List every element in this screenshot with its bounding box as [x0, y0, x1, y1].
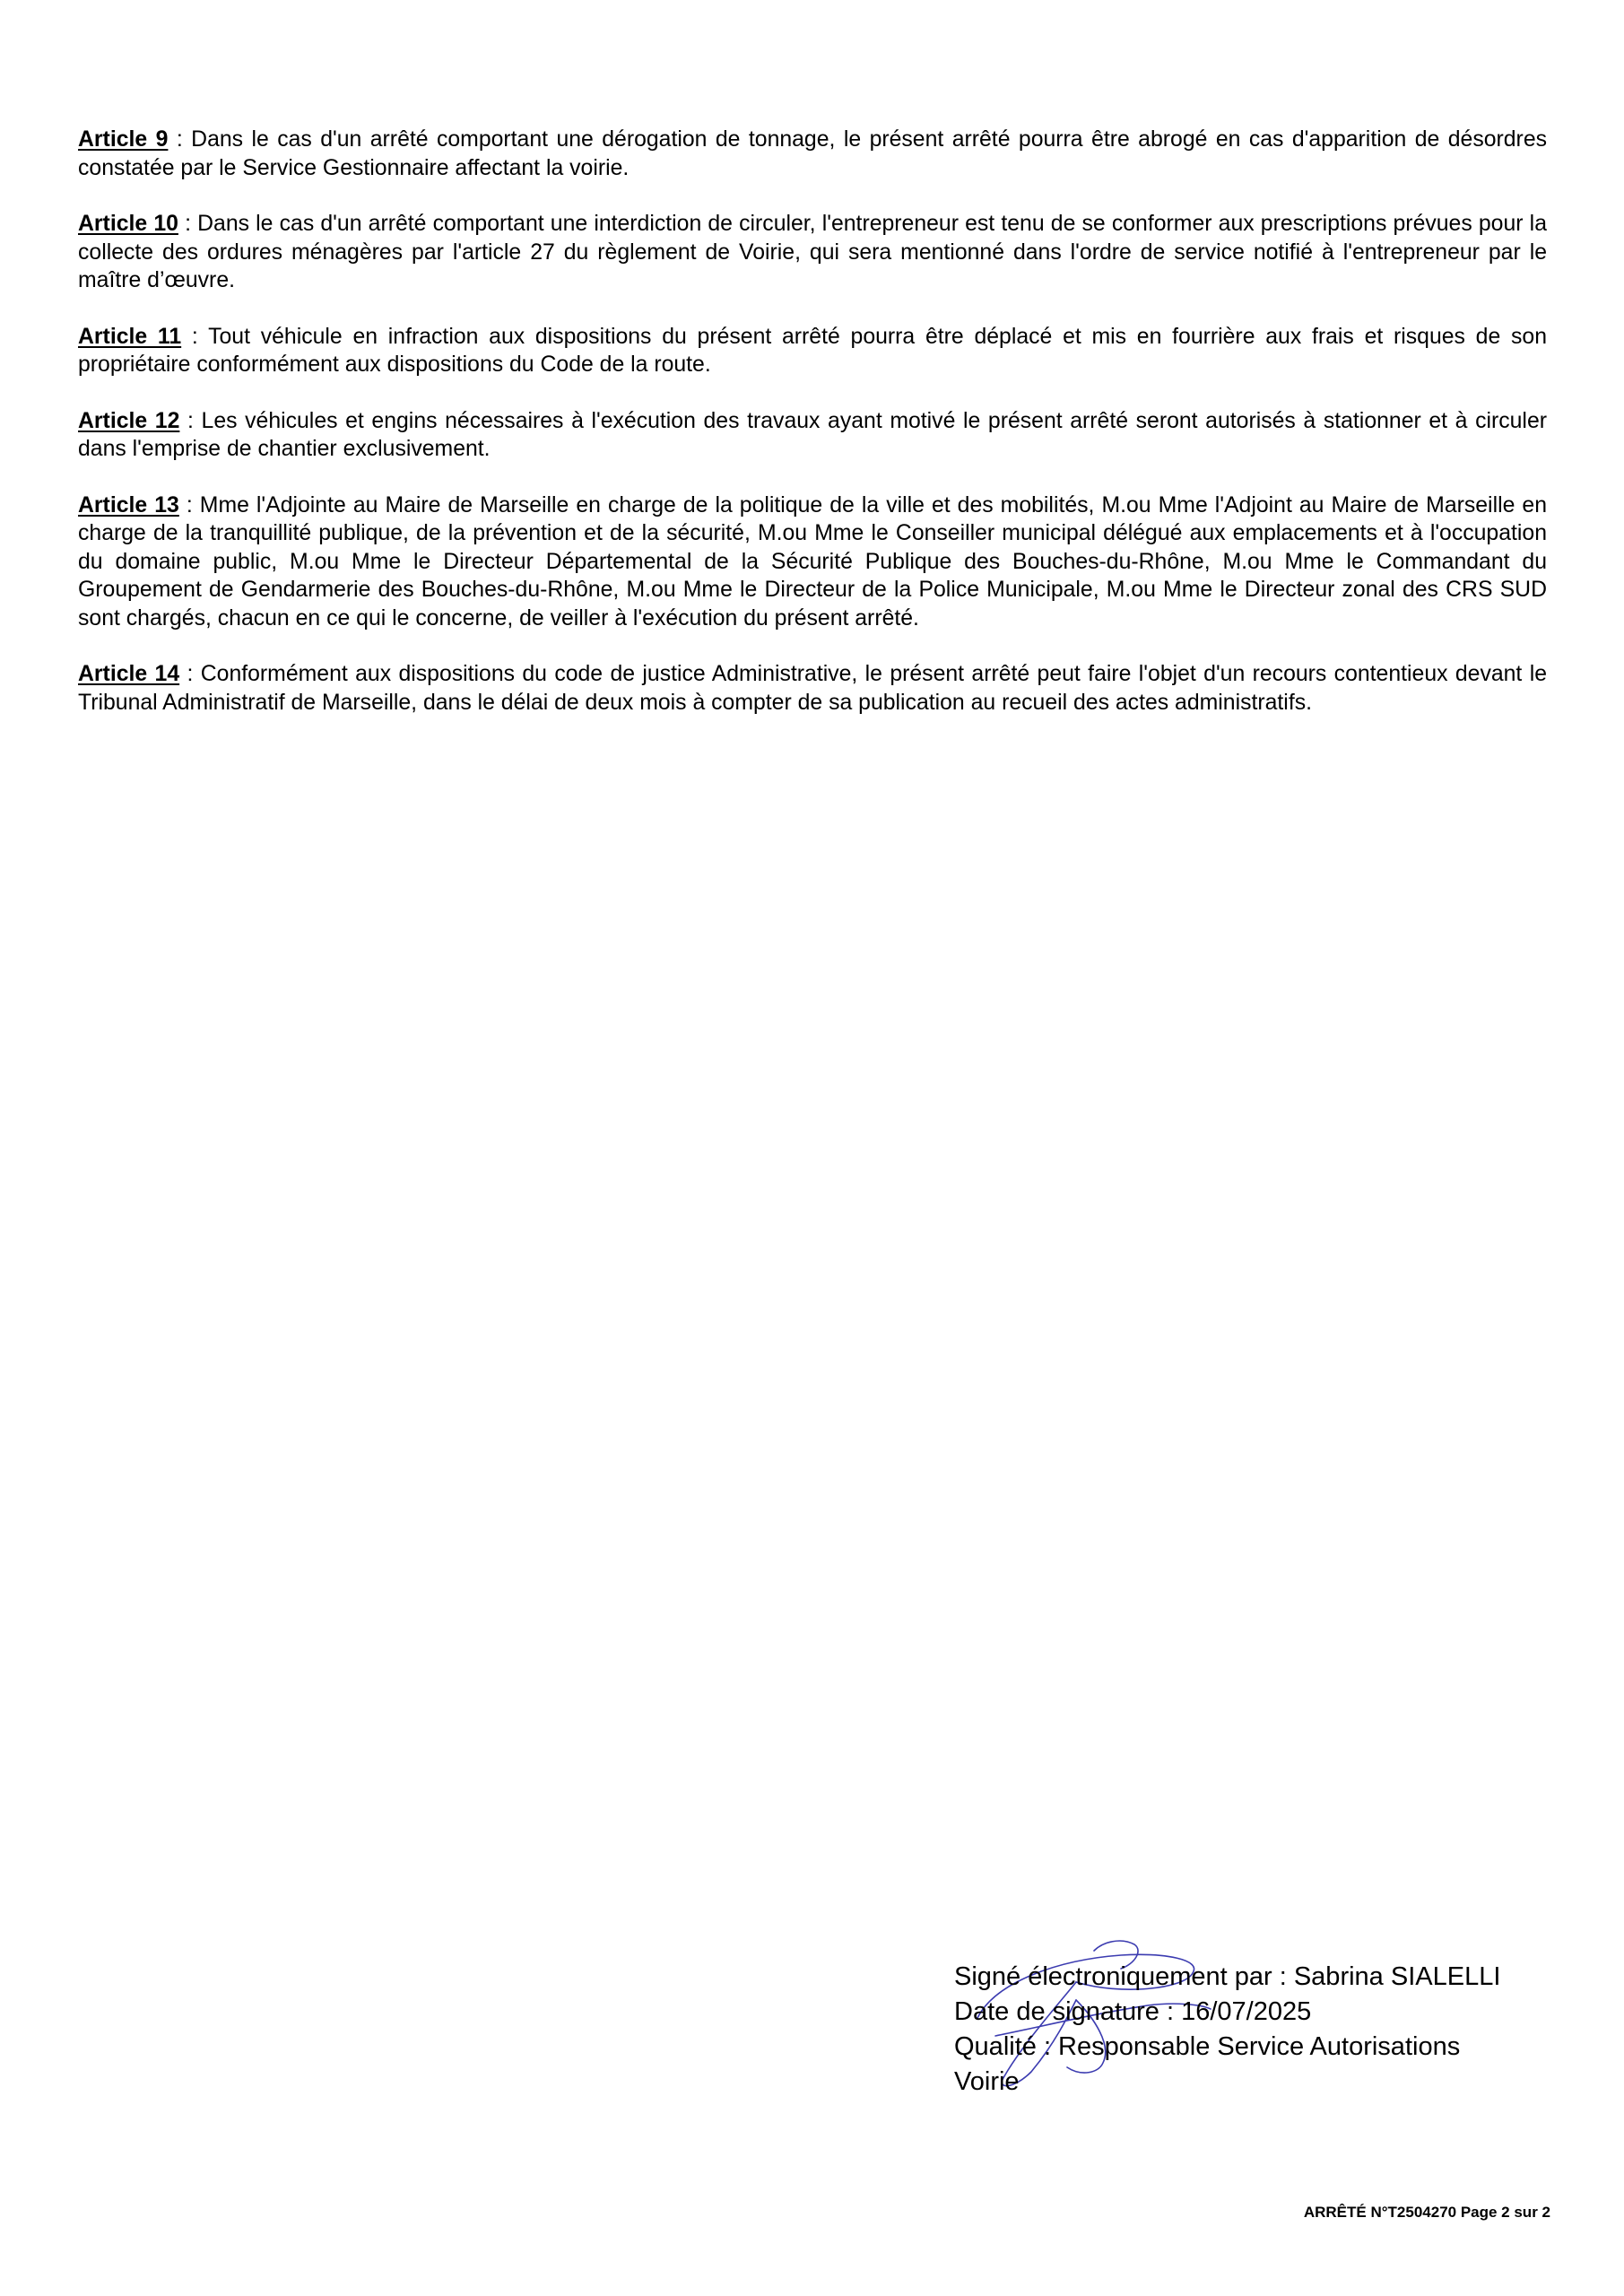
article-text: : Dans le cas d'un arrêté comportant une interdiction de circuler, l'entrepreneur est tenu de se conformer aux prescriptions prévues pour la collecte des ordures ménagères par l'article 27 du règlement de Voirie, qui sera mentionné dans l'ordre de service notifié à l'entrepreneur par le maître d’œuvre. [78, 212, 1547, 292]
article-13 [78, 491, 1547, 633]
article-label: Article 14 [78, 662, 180, 686]
article-text: : Dans le cas d'un arrêté comportant une dérogation de tonnage, le présent arrêté pourra être abrogé en cas d'apparition de désordres constatée par le Service Gestionnaire affectant la voirie. [78, 127, 1548, 180]
article-text: : Les véhicules et engins nécessaires à l'exécution des travaux ayant motivé le présent arrêté seront autorisés à stationner et à circuler dans l'emprise de chantier exclusivement. [78, 408, 1547, 461]
signer-quality-line: Qualité : Responsable Service Autorisations [954, 2032, 1461, 2061]
signer-quality-continuation: Voirie [954, 2067, 1020, 2096]
signed-by-line: Signé électroniquement par : Sabrina SIALELLI [954, 1962, 1501, 1991]
articles-section [78, 126, 1547, 744]
signature-block [954, 1960, 1582, 2100]
article-10 [78, 210, 1547, 295]
page-reference: ARRÊTÉ N°T2504270 Page 2 sur 2 [1303, 2204, 1550, 2221]
article-text: : Tout véhicule en infraction aux dispositions du présent arrêté pourra être déplacé et mis en fourrière aux frais et risques de son propriétaire conformément aux dispositions du Code de la route. [78, 324, 1548, 377]
article-label: Article 12 [78, 408, 180, 433]
article-9 [78, 126, 1547, 182]
article-12 [78, 407, 1547, 464]
article-14 [78, 660, 1547, 717]
article-label: Article 9 [78, 127, 169, 152]
article-label: Article 11 [78, 324, 182, 349]
signature-date-line: Date de signature : 16/07/2025 [954, 1997, 1312, 2026]
article-text: : Mme l'Adjointe au Maire de Marseille en charge de la politique de la ville et des mobilités, M.ou Mme l'Adjoint au Maire de Marseille en charge de la tranquillité publique, de la prévention et de la sécurité, M.ou Mme le Conseiller municipal délégué aux emplacements et à l'occupation du domaine public, M.ou Mme le Directeur Départemental de la Sécurité Publique des Bouches-du-Rhône, M.ou Mme le Commandant du Groupement de Gendarmerie des Bouches-du-Rhône, M.ou Mme le Directeur de la Police Municipale, M.ou Mme le Directeur zonal des CRS SUD sont chargés, chacun en ce qui le concerne, de veiller à l'exécution du présent arrêté. [78, 492, 1548, 631]
article-label: Article 10 [78, 212, 178, 236]
article-text: : Conformément aux dispositions du code de justice Administrative, le présent arrêté peut faire l'objet d'un recours contentieux devant le Tribunal Administratif de Marseille, dans le délai de deux mois à compter de sa publication au recueil des actes administratifs. [78, 662, 1547, 715]
article-11 [78, 323, 1547, 379]
article-label: Article 13 [78, 492, 179, 517]
